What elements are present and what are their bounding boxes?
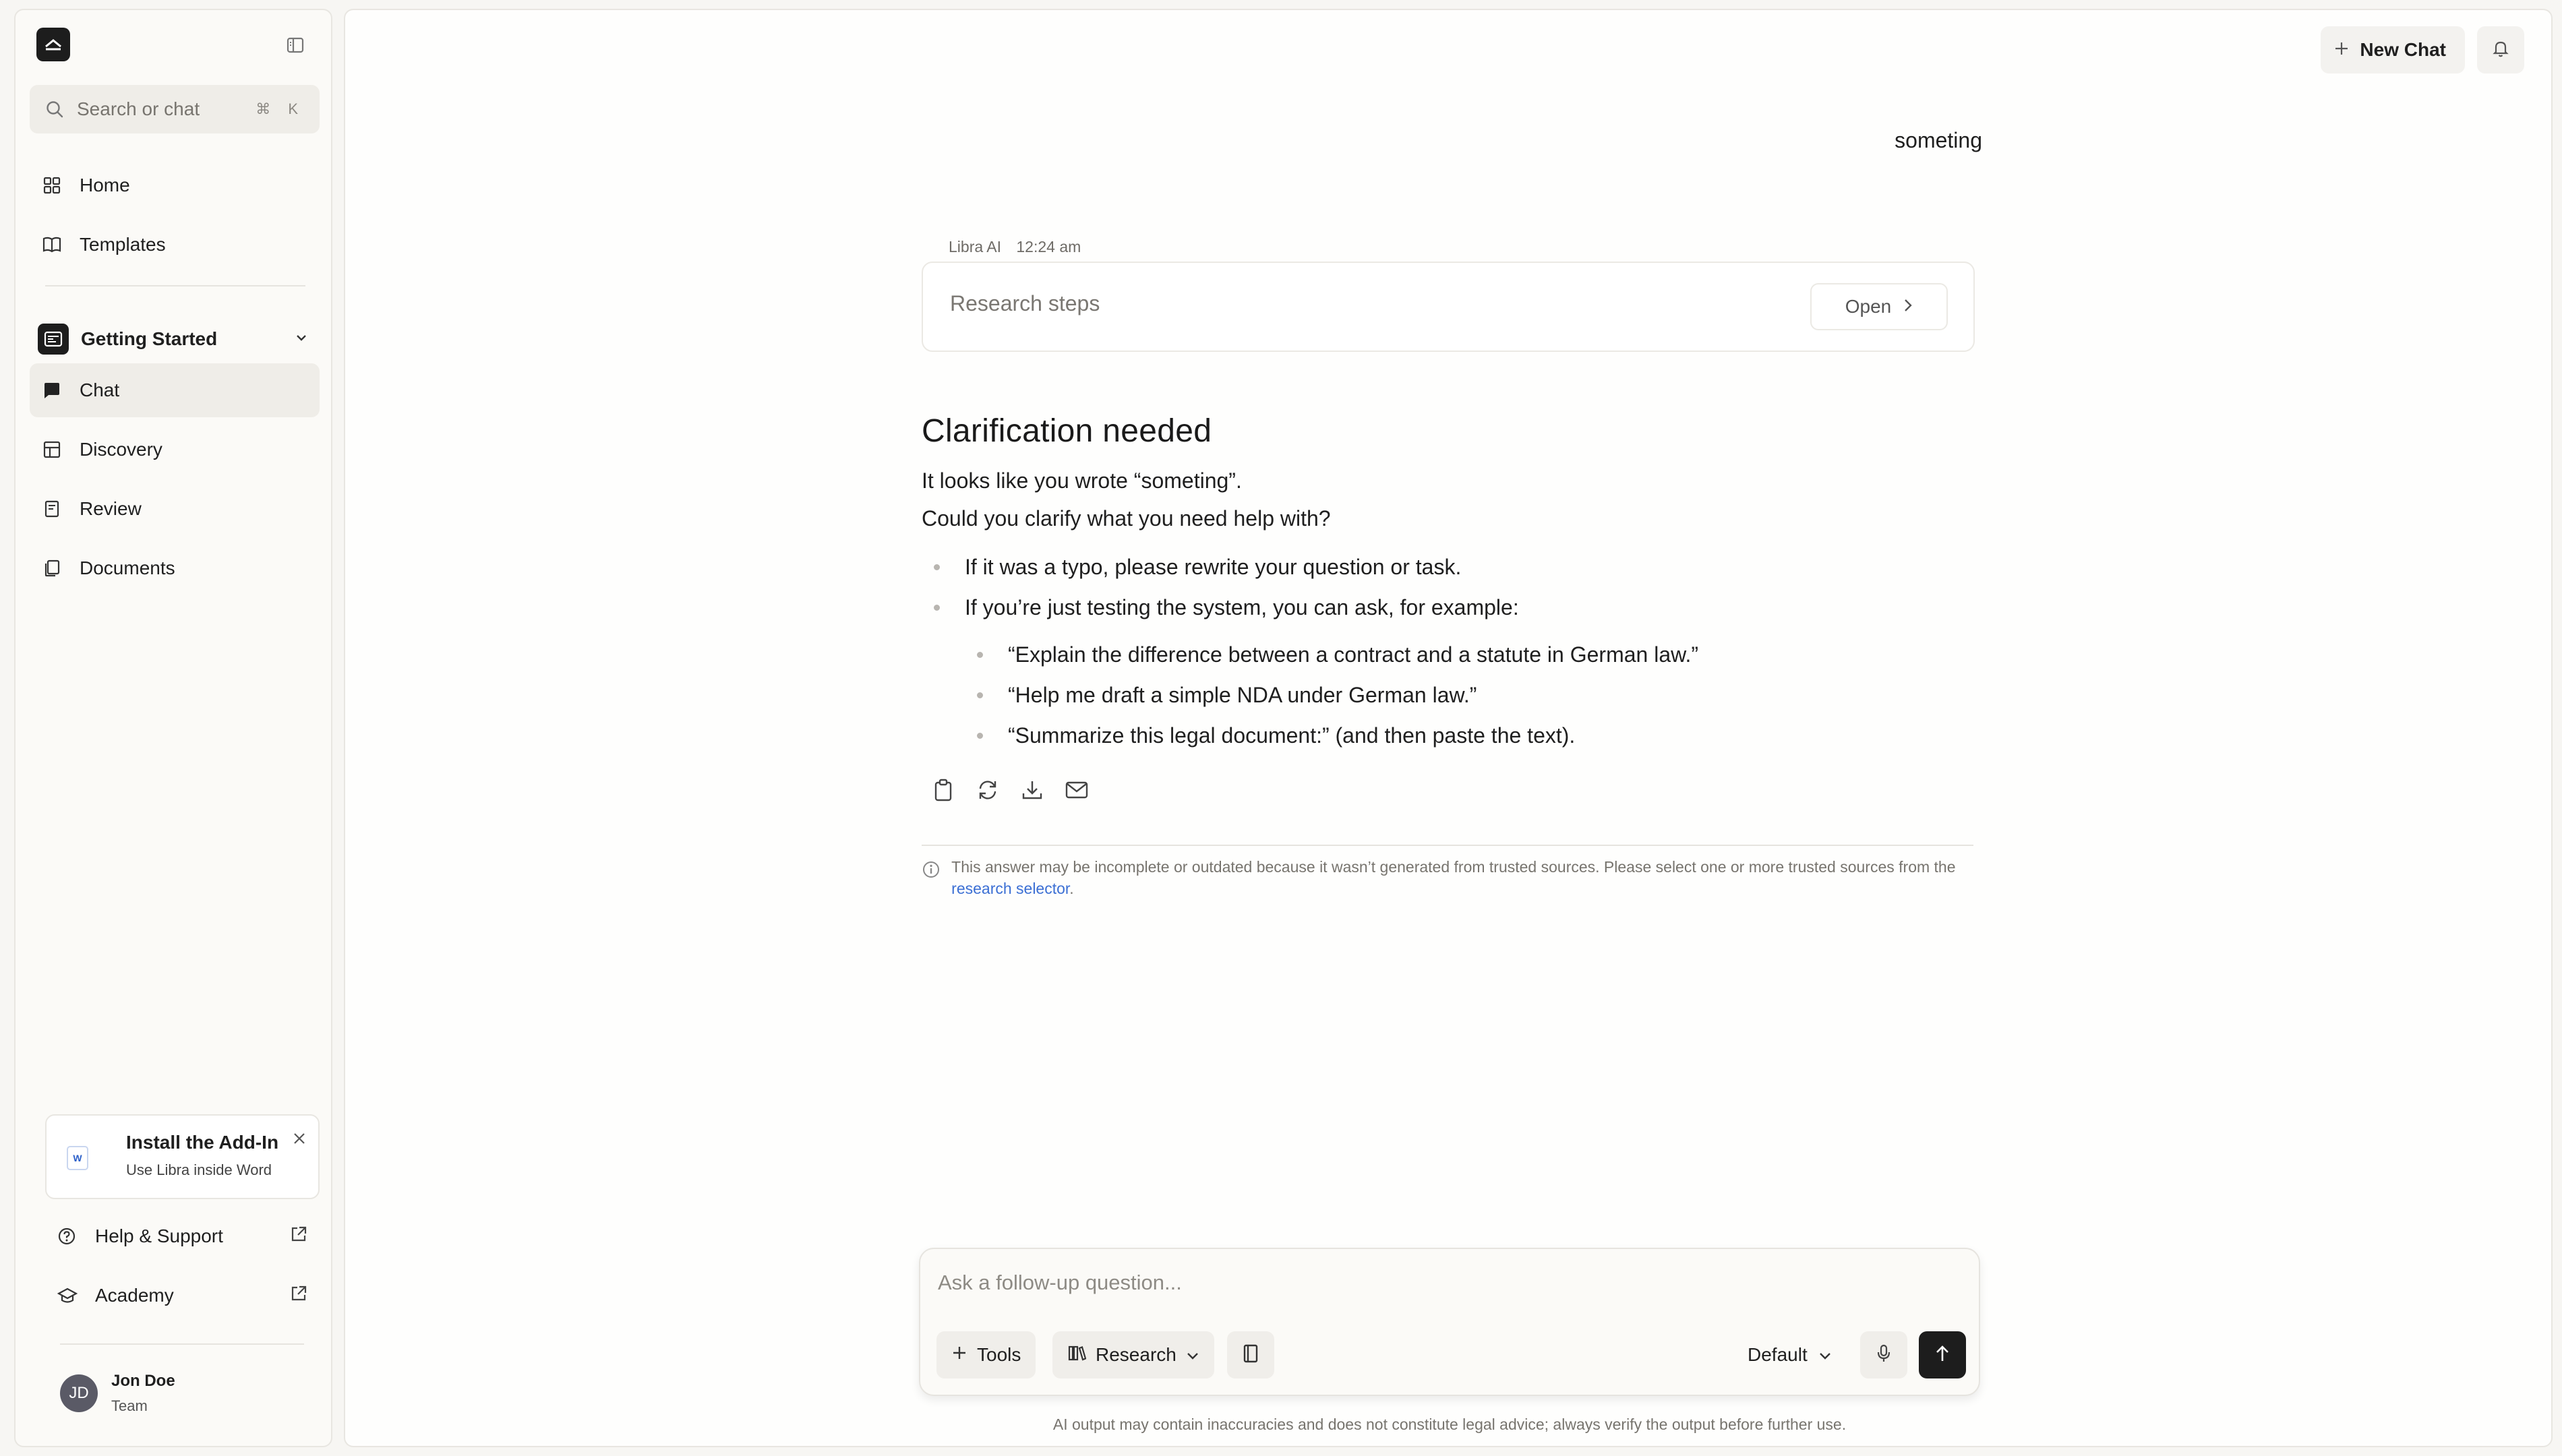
grid-icon [42, 175, 62, 195]
sidebar-item-label: Home [80, 175, 130, 195]
notifications-button[interactable] [2477, 26, 2524, 73]
graduation-cap-icon [57, 1285, 78, 1306]
research-steps-card [922, 262, 1975, 352]
help-support-label: Help & Support [95, 1225, 223, 1246]
voice-input-button[interactable] [1860, 1331, 1907, 1378]
sidebar-item-academy[interactable] [45, 1272, 322, 1319]
answer-line: It looks like you wrote “someting”. [922, 468, 1242, 493]
notice-end: . [1069, 880, 1074, 897]
answer-list [922, 547, 1973, 628]
close-icon[interactable] [291, 1130, 307, 1150]
sidebar-toggle-icon [286, 36, 305, 55]
tools-label: Tools [977, 1344, 1021, 1365]
plus-icon [2334, 39, 2349, 61]
regenerate-icon[interactable] [974, 777, 1001, 803]
documents-icon [42, 558, 62, 578]
collapse-sidebar-button[interactable] [282, 32, 309, 59]
list-item: If you’re just testing the system, you can ask, for example: [922, 587, 1973, 628]
research-steps-label: Research steps [950, 291, 1100, 315]
open-label: Open [1845, 296, 1892, 317]
libra-logo[interactable] [36, 28, 70, 61]
research-mode-button[interactable] [1052, 1331, 1214, 1378]
addin-subtitle: Use Libra inside Word [126, 1161, 272, 1178]
help-icon [57, 1226, 78, 1246]
answer-divider [922, 845, 1973, 846]
info-icon [922, 856, 946, 899]
user-message: someting [1895, 128, 1982, 152]
arrow-up-icon [1934, 1344, 1950, 1366]
sidebar-item-help-support[interactable] [45, 1213, 322, 1260]
user-profile[interactable] [45, 1366, 322, 1420]
examples-list [965, 634, 1973, 756]
assistant-answer [922, 413, 1973, 756]
notice-body: This answer may be incomplete or outdated because it wasn’t generated from trusted sources. Please select one or more trusted sources from the [951, 858, 1956, 876]
message-actions [930, 777, 1090, 803]
untrusted-sources-notice [922, 856, 1973, 899]
ai-disclaimer: AI output may contain inaccuracies and does not constitute legal advice; always verify the output before further use. [1052, 1416, 1847, 1433]
external-link-icon [289, 1225, 308, 1248]
workspace-getting-started[interactable] [30, 312, 320, 366]
search-placeholder: Search or chat [77, 98, 200, 119]
research-selector-link[interactable]: research selector [951, 880, 1070, 897]
email-icon[interactable] [1063, 777, 1090, 803]
attach-document-button[interactable] [1227, 1331, 1274, 1378]
avatar: JD [60, 1374, 98, 1412]
microphone-icon [1876, 1343, 1892, 1367]
sidebar-item-label: Documents [80, 557, 175, 578]
list-item: “Help me draft a simple NDA under German law.” [965, 675, 1973, 715]
assistant-name: Libra AI [949, 238, 1001, 255]
open-research-steps-button[interactable] [1810, 283, 1948, 330]
academy-label: Academy [95, 1285, 174, 1306]
book-icon [42, 235, 62, 255]
sidebar-item-label: Chat [80, 380, 120, 400]
logo-mark-icon [44, 37, 63, 52]
answer-heading: Clarification needed [922, 413, 1212, 449]
chevron-right-icon [1903, 296, 1913, 317]
table-icon [42, 439, 62, 460]
copy-icon[interactable] [930, 777, 957, 803]
list-item: If it was a typo, please rewrite your question or task. [922, 547, 1973, 587]
new-chat-label: New Chat [2360, 39, 2446, 60]
external-link-icon [289, 1284, 308, 1308]
sidebar-divider [45, 285, 305, 286]
sidebar-item-review[interactable] [30, 482, 320, 536]
sidebar-item-documents[interactable] [30, 541, 320, 595]
library-icon [1067, 1344, 1086, 1366]
answer-paragraph [922, 462, 1973, 537]
download-icon[interactable] [1019, 777, 1046, 803]
sidebar-item-label: Templates [80, 234, 166, 255]
plus-icon [951, 1344, 967, 1366]
assistant-meta [949, 238, 1081, 256]
bell-icon [2491, 39, 2510, 61]
chevron-down-icon[interactable] [295, 333, 307, 345]
follow-up-input[interactable] [938, 1264, 1949, 1302]
message-timestamp: 12:24 am [1016, 238, 1081, 255]
composer [919, 1248, 1980, 1396]
list-item: “Summarize this legal document:” (and then paste the text). [965, 715, 1973, 756]
user-name: Jon Doe [111, 1372, 175, 1390]
chevron-down-icon [1818, 1344, 1832, 1366]
search-input[interactable] [30, 85, 320, 133]
sidebar-item-chat[interactable] [30, 363, 320, 417]
sidebar-item-discovery[interactable] [30, 423, 320, 477]
tools-button[interactable] [936, 1331, 1036, 1378]
chat-icon [42, 380, 62, 400]
sidebar-item-label: Discovery [80, 439, 162, 460]
sidebar-item-label: Review [80, 498, 142, 519]
search-icon [44, 99, 65, 119]
install-addin-card[interactable] [45, 1114, 320, 1199]
workspace-icon [38, 324, 69, 355]
sidebar-item-home[interactable] [30, 158, 320, 212]
document-icon [1242, 1343, 1259, 1367]
send-button[interactable] [1919, 1331, 1966, 1378]
model-label: Default [1748, 1344, 1808, 1365]
answer-line: Could you clarify what you need help with? [922, 506, 1331, 530]
workspace-label: Getting Started [81, 328, 218, 349]
user-role: Team [111, 1397, 148, 1414]
chevron-down-icon [1186, 1344, 1199, 1366]
notice-text [951, 856, 1973, 899]
list-item: “Explain the difference between a contract and a statute in German law.” [965, 634, 1973, 675]
model-select[interactable] [1748, 1331, 1832, 1378]
word-icon: W [67, 1146, 88, 1170]
new-chat-button[interactable] [2321, 26, 2465, 73]
sidebar [14, 9, 332, 1447]
search-shortcut: ⌘ K [256, 100, 305, 117]
sidebar-divider [60, 1343, 304, 1345]
research-label: Research [1096, 1344, 1176, 1365]
sidebar-item-templates[interactable] [30, 218, 320, 272]
addin-title: Install the Add-In [126, 1132, 279, 1153]
review-icon [42, 499, 62, 519]
